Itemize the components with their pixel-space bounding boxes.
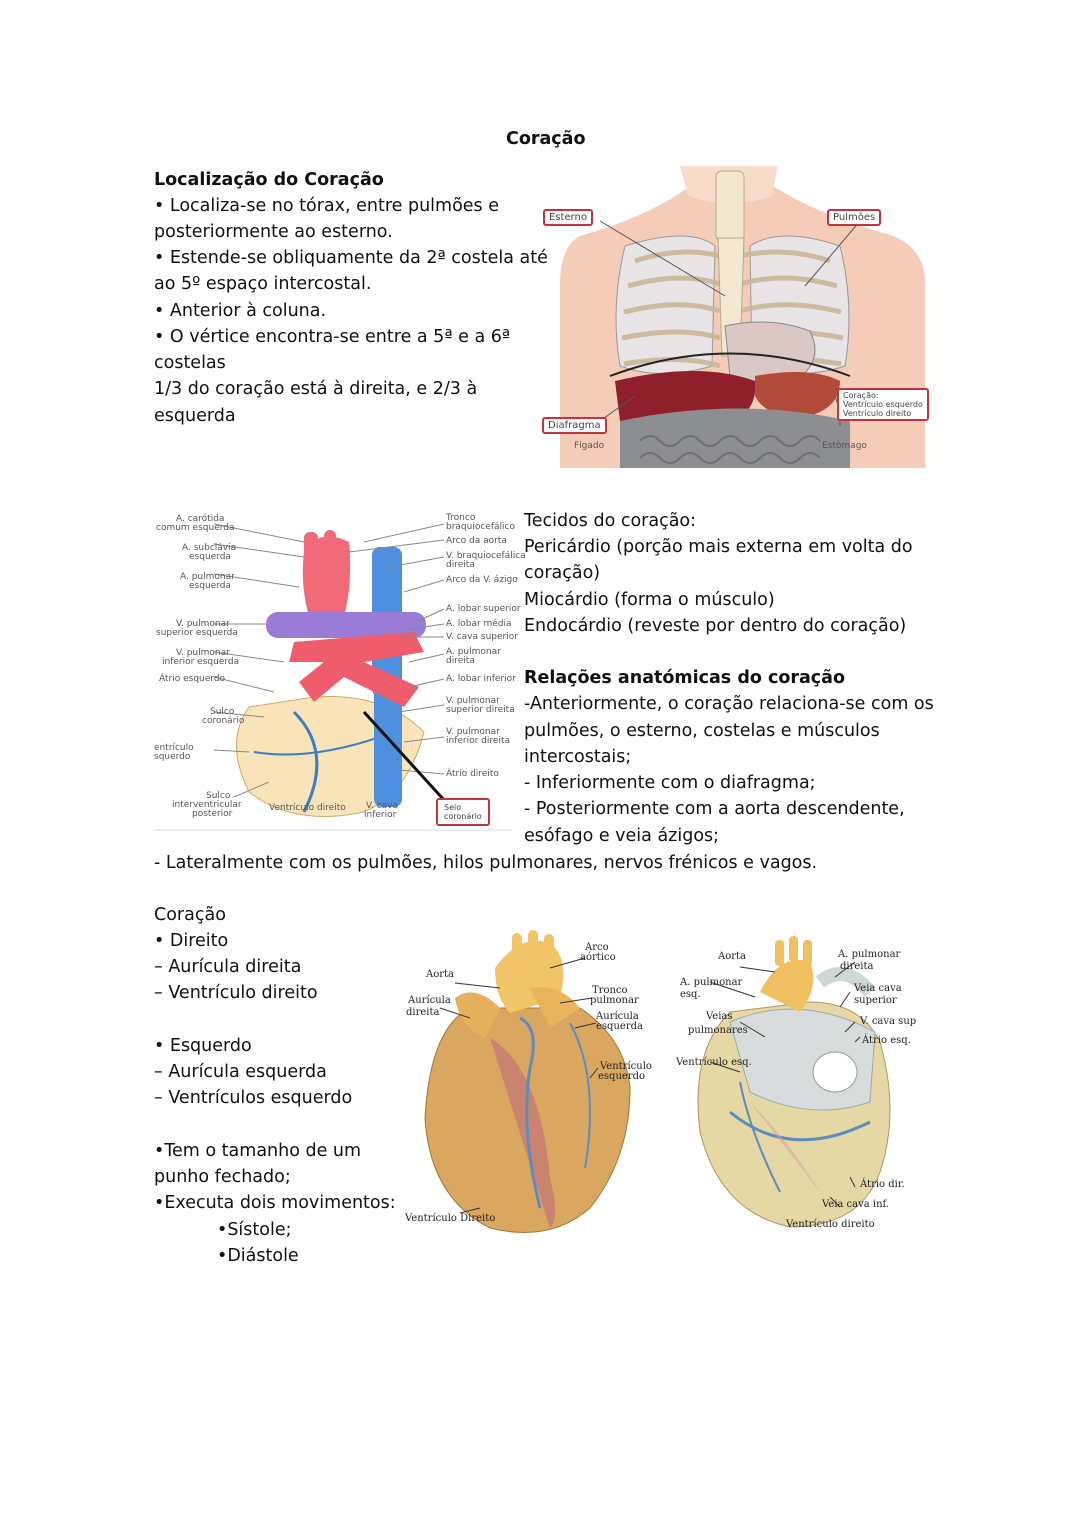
label-ventriculo-direito: Ventrículo direito xyxy=(269,803,346,813)
label-tronco-pulmonar: Tronco xyxy=(592,985,628,996)
label-v-pulm-inf-dir-2: inferior direita xyxy=(446,736,510,746)
label-atrio-esq: Átrio esq. xyxy=(862,1035,911,1046)
text-line: coração) xyxy=(524,563,601,583)
label-ventriculo-esquerdo: Ventrículo xyxy=(600,1061,652,1072)
text-line: Miocárdio (forma o músculo) xyxy=(524,590,775,610)
label-v-pulm-sup-dir-2: superior direita xyxy=(446,705,515,715)
text-line: Coração xyxy=(154,905,226,925)
label-v-cava-inf: V. cava xyxy=(366,801,399,811)
label-veias-pulmonares-2: pulmonares xyxy=(688,1025,748,1036)
label-auricula-esquerda: Aurícula xyxy=(596,1011,639,1022)
label-ventriculo-direito: Ventrículo Direito xyxy=(405,1213,496,1224)
label-subclavia-2: esquerda xyxy=(189,552,231,562)
text-line-lateral: - Lateralmente com os pulmões, hilos pulmonares, nervos frénicos e vagos. xyxy=(154,853,818,873)
label-ventriculo-esquerdo-2: esquerdo xyxy=(598,1071,646,1082)
label-atrio-esquerdo: Átrio esquerdo xyxy=(159,674,226,684)
label-ventriculo-esq-post: Ventrículo esq. xyxy=(676,1057,752,1068)
posterior-heart-figure xyxy=(154,512,526,842)
text-line: Tecidos do coração: xyxy=(524,511,697,531)
label-ventriculo-esq-2: squerdo xyxy=(154,752,191,762)
label-ventriculo-esq: entrículo xyxy=(154,743,194,753)
label-auricula-esquerda-2: esquerda xyxy=(596,1021,643,1032)
label-pulmoes: Pulmões xyxy=(827,209,881,226)
thorax-figure xyxy=(540,166,925,468)
label-v-cava-sup: V. cava sup xyxy=(860,1016,917,1027)
label-a-pulmonar-esq: A. pulmonar xyxy=(180,572,235,582)
label-ventriculo-direito: Ventrículo direito xyxy=(843,409,912,418)
label-v-pulm-inf-dir: V. pulmonar xyxy=(446,727,500,737)
text-line: esquerda xyxy=(154,406,236,426)
text-line: esófago e veia ázigos; xyxy=(524,826,720,846)
label-sulco-coronario-2: coronário xyxy=(202,716,245,726)
label-figado: Fígado xyxy=(574,441,605,451)
label-atrio-direito: Átrio direito xyxy=(446,769,499,779)
label-sulco-interv: Sulco xyxy=(206,791,231,801)
label-v-cava-sup: V. cava superior xyxy=(446,632,518,642)
label-seio-coronario-box xyxy=(436,798,490,826)
text-line: intercostais; xyxy=(524,747,632,767)
label-v-braquio: V. braquiocefálica xyxy=(446,551,526,561)
label-a-pulm-dir-2: direita xyxy=(446,656,475,666)
text-line: – Ventrículos esquerdo xyxy=(154,1088,353,1108)
label-ventriculo-direito-post: Ventrículo direito xyxy=(786,1219,875,1230)
text-line: • Esquerdo xyxy=(154,1036,252,1056)
label-v-pulm-sup-esq-2: superior esquerda xyxy=(156,628,238,638)
label-coracao-box xyxy=(837,388,929,421)
label-carotida: A. carótida xyxy=(176,514,225,524)
label-estomago: Estômago xyxy=(822,441,867,451)
text-line: -Anteriormente, o coração relaciona-se com os xyxy=(524,694,934,714)
label-v-cava-inf-2: inferior xyxy=(364,810,397,820)
label-seio: Seio xyxy=(444,803,462,812)
label-a-pulmonar-direita: A. pulmonar xyxy=(838,949,901,960)
text-line: – Aurícula esquerda xyxy=(154,1062,327,1082)
label-aorta: Aorta xyxy=(426,969,455,980)
text-line: • O vértice encontra-se entre a 5ª e a 6ª xyxy=(154,327,511,347)
label-coracao: Coração: xyxy=(843,391,879,400)
label-v-pulm-inf-esq-2: inferior esquerda xyxy=(162,657,240,667)
label-v-pulm-sup-esq: V. pulmonar xyxy=(176,619,230,629)
text-line: 1/3 do coração está à direita, e 2/3 à xyxy=(154,379,478,399)
label-auricula-direita: Aurícula xyxy=(408,995,451,1006)
posterior-heart-realistic-figure xyxy=(670,932,922,1237)
label-coronario: coronário xyxy=(444,812,482,821)
anterior-heart-figure xyxy=(400,928,658,1246)
label-esterno: Esterno xyxy=(543,209,593,226)
text-line: – Ventrículo direito xyxy=(154,983,318,1003)
text-line: • Localiza-se no tórax, entre pulmões e xyxy=(154,196,499,216)
label-atrio-dir: Átrio dir. xyxy=(860,1179,905,1190)
label-a-pulmonar-direita-2: direita xyxy=(840,961,874,972)
label-veia-cava-superior-2: superior xyxy=(854,995,897,1006)
label-a-lobar-sup: A. lobar superior xyxy=(446,604,521,614)
label-arco-aortico: Arco xyxy=(585,942,609,953)
section-heading-localizacao: Localização do Coração xyxy=(154,170,384,190)
text-line: – Aurícula direita xyxy=(154,957,302,977)
page-title: Coração xyxy=(506,129,586,149)
text-line: •Diástole xyxy=(217,1246,299,1266)
text-line: - Posteriormente com a aorta descendente, xyxy=(524,799,905,819)
label-tronco: Tronco xyxy=(446,513,476,523)
label-sulco-interv-2: interventricular xyxy=(172,800,242,810)
label-v-pulm-sup-dir: V. pulmonar xyxy=(446,696,500,706)
label-veias-pulmonares: Veias xyxy=(706,1011,733,1022)
label-sulco-interv-3: posterior xyxy=(192,809,233,819)
label-v-braquio-2: direita xyxy=(446,560,475,570)
label-carotida-2: comum esquerda xyxy=(156,523,235,533)
text-line: •Tem o tamanho de um xyxy=(154,1141,362,1161)
label-a-lobar-inf: A. lobar inferior xyxy=(446,674,516,684)
label-a-pulmonar-esq-2: esquerda xyxy=(189,581,231,591)
label-diafragma: Diafragma xyxy=(542,417,607,434)
text-line: Endocárdio (reveste por dentro do coração) xyxy=(524,616,907,636)
label-a-pulm-dir: A. pulmonar xyxy=(446,647,501,657)
text-line: punho fechado; xyxy=(154,1167,291,1187)
label-subclavia: A. subclávia xyxy=(182,543,237,553)
label-aorta-post: Aorta xyxy=(718,951,747,962)
label-arco-azigo: Arco da V. ázigo xyxy=(446,575,518,585)
label-a-pulmonar-esq-2: esq. xyxy=(680,989,701,1000)
text-line: ao 5º espaço intercostal. xyxy=(154,274,372,294)
label-a-pulmonar-esq: A. pulmonar xyxy=(680,977,743,988)
text-line: • Direito xyxy=(154,931,229,951)
text-line: costelas xyxy=(154,353,226,373)
text-line: Pericárdio (porção mais externa em volta do xyxy=(524,537,913,557)
text-line: •Sístole; xyxy=(217,1220,292,1240)
label-tronco-2: braquiocefálico xyxy=(446,522,515,532)
label-a-lobar-media: A. lobar média xyxy=(446,619,512,629)
text-line: pulmões, o esterno, costelas e músculos xyxy=(524,721,880,741)
text-line: • Estende-se obliquamente da 2ª costela até xyxy=(154,248,548,268)
label-sulco-coronario: Sulco xyxy=(210,707,235,717)
text-line: • Anterior à coluna. xyxy=(154,301,327,321)
text-line: posteriormente ao esterno. xyxy=(154,222,393,242)
label-ventriculo-esquerdo: Ventrículo esquerdo xyxy=(843,400,923,409)
label-auricula-direita-2: direita xyxy=(406,1007,440,1018)
label-v-pulm-inf-esq: V. pulmonar xyxy=(176,648,230,658)
label-veia-cava-superior: Veia cava xyxy=(854,983,902,994)
text-line: - Inferiormente com o diafragma; xyxy=(524,773,816,793)
label-arco-aortico-2: aórtico xyxy=(580,952,616,963)
label-tronco-pulmonar-2: pulmonar xyxy=(590,995,639,1006)
label-arco-aorta: Arco da aorta xyxy=(446,536,507,546)
section-heading-relacoes: Relações anatómicas do coração xyxy=(524,668,845,688)
label-veia-cava-inf: Veia cava inf. xyxy=(822,1199,890,1210)
text-line: •Executa dois movimentos: xyxy=(154,1193,396,1213)
